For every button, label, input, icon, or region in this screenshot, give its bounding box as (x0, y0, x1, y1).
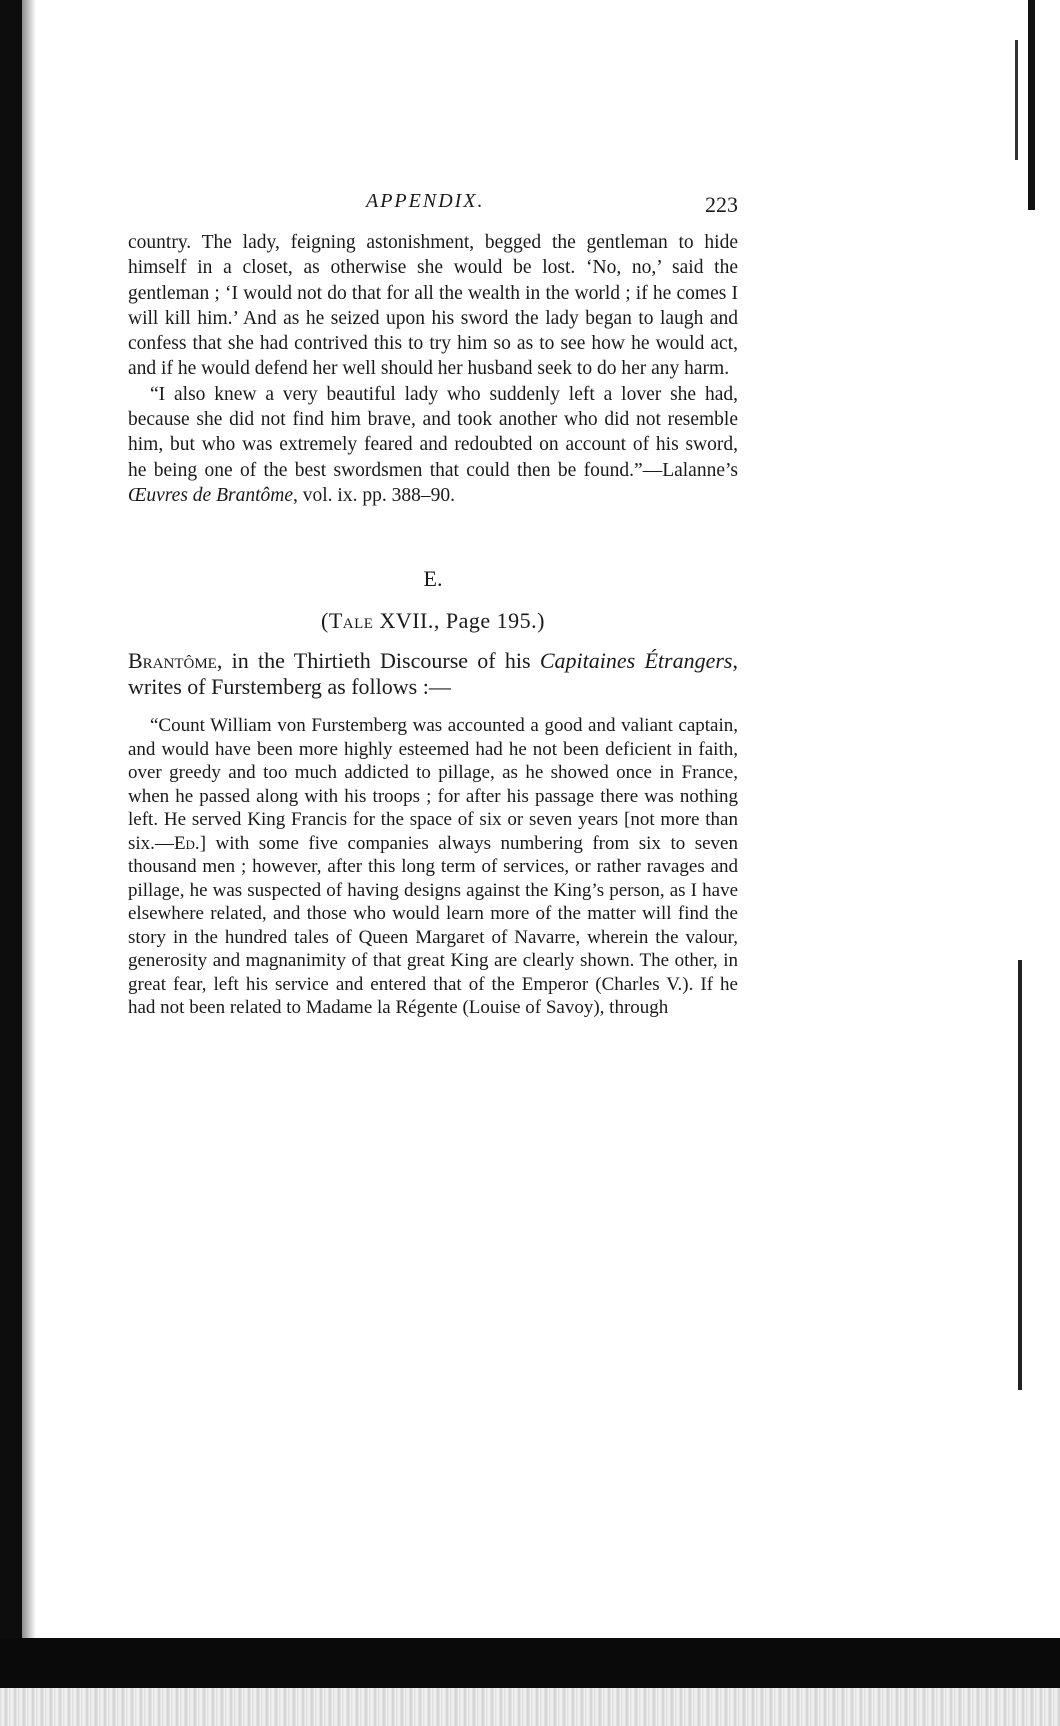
paragraph-furstemberg (128, 714, 738, 1020)
work-title: Œuvres de Brantôme (128, 484, 293, 506)
paragraph-text: “I also knew a very beautiful lady who suddenly left a lover she had, because she did not find him brave, and took another who did not resemble him, but who was extremely feared and redoubted on account of his sword, he being one of the best swordsmen that could then be found.”—Lalanne’s (128, 383, 738, 481)
section-reference (128, 608, 738, 648)
scan-right-edge (1028, 0, 1035, 210)
running-title: APPENDIX. (366, 190, 485, 212)
book-page (128, 190, 738, 1020)
ref-open: ( (321, 608, 329, 634)
intro-text: , in the Thirtieth Discourse of his (216, 648, 540, 674)
ref-rest: XVII., Page 195.) (373, 608, 545, 634)
quote-text-rest: ] with some five companies always numbering from six to seven thousand men ; however, after this long term of services, or rather ravages and pillage, he was suspected of having designs against the King’s person, as I have elsewhere related, and those who would learn more of the matter will find the story in the hundred tales of Queen Margaret of Navarre, wherein the valour, generosity and magnanimity of that great King are clearly shown. The other, in great fear, left his service and entered that of the Emperor (Charles V.). If he had not been related to Madame la Régente (Louise of Savoy), through (128, 832, 738, 1019)
intro-end: , writes of Furstemberg as follows :— (128, 648, 738, 700)
section-letter: E. (423, 566, 443, 592)
section-intro (128, 648, 738, 700)
scan-left-shadow (22, 0, 36, 1640)
editor-mark: Ed. (173, 832, 200, 854)
page-number: 223 (705, 192, 738, 217)
paragraph-continued: country. The lady, feigning astonishment, begged the gentleman to hide himself in a closet, as otherwise she would be lost. ‘No, no,’ said the gentleman ; ‘I would not do that for all the wealth in the world ; if he comes I will kill him.’ And as he seized upon his sword the lady began to laugh and confess that she had contrived this to try him so as to see how he would act, and if he would defend her well should her husband seek to do her any harm. (128, 232, 738, 380)
scan-bottom-noise (0, 1688, 1060, 1726)
scan-bottom-edge (0, 1638, 1060, 1688)
scan-right-mark-lower (1018, 960, 1022, 1390)
running-head (128, 190, 738, 230)
scan-left-edge (0, 0, 22, 1640)
paragraph-brave-lady (128, 382, 738, 508)
quote-text: “Count William von Furstemberg was accounted a good and valiant captain, and would have been more highly esteemed had he not been deficient in faith, over greedy and too much addicted to pillage, as he showed once in France, when he passed along with his troops ; for after his passage there was nothing left. He served King Francis for the space of six or seven years [not more than six.— (128, 715, 738, 854)
intro-work-title: Capitaines Étrangers (539, 648, 733, 674)
author-name: Brantôme (128, 648, 217, 674)
citation: , vol. ix. pp. 388–90. (292, 484, 455, 506)
ref-tale: Tale (328, 608, 374, 634)
scan-right-mark (1015, 40, 1018, 160)
